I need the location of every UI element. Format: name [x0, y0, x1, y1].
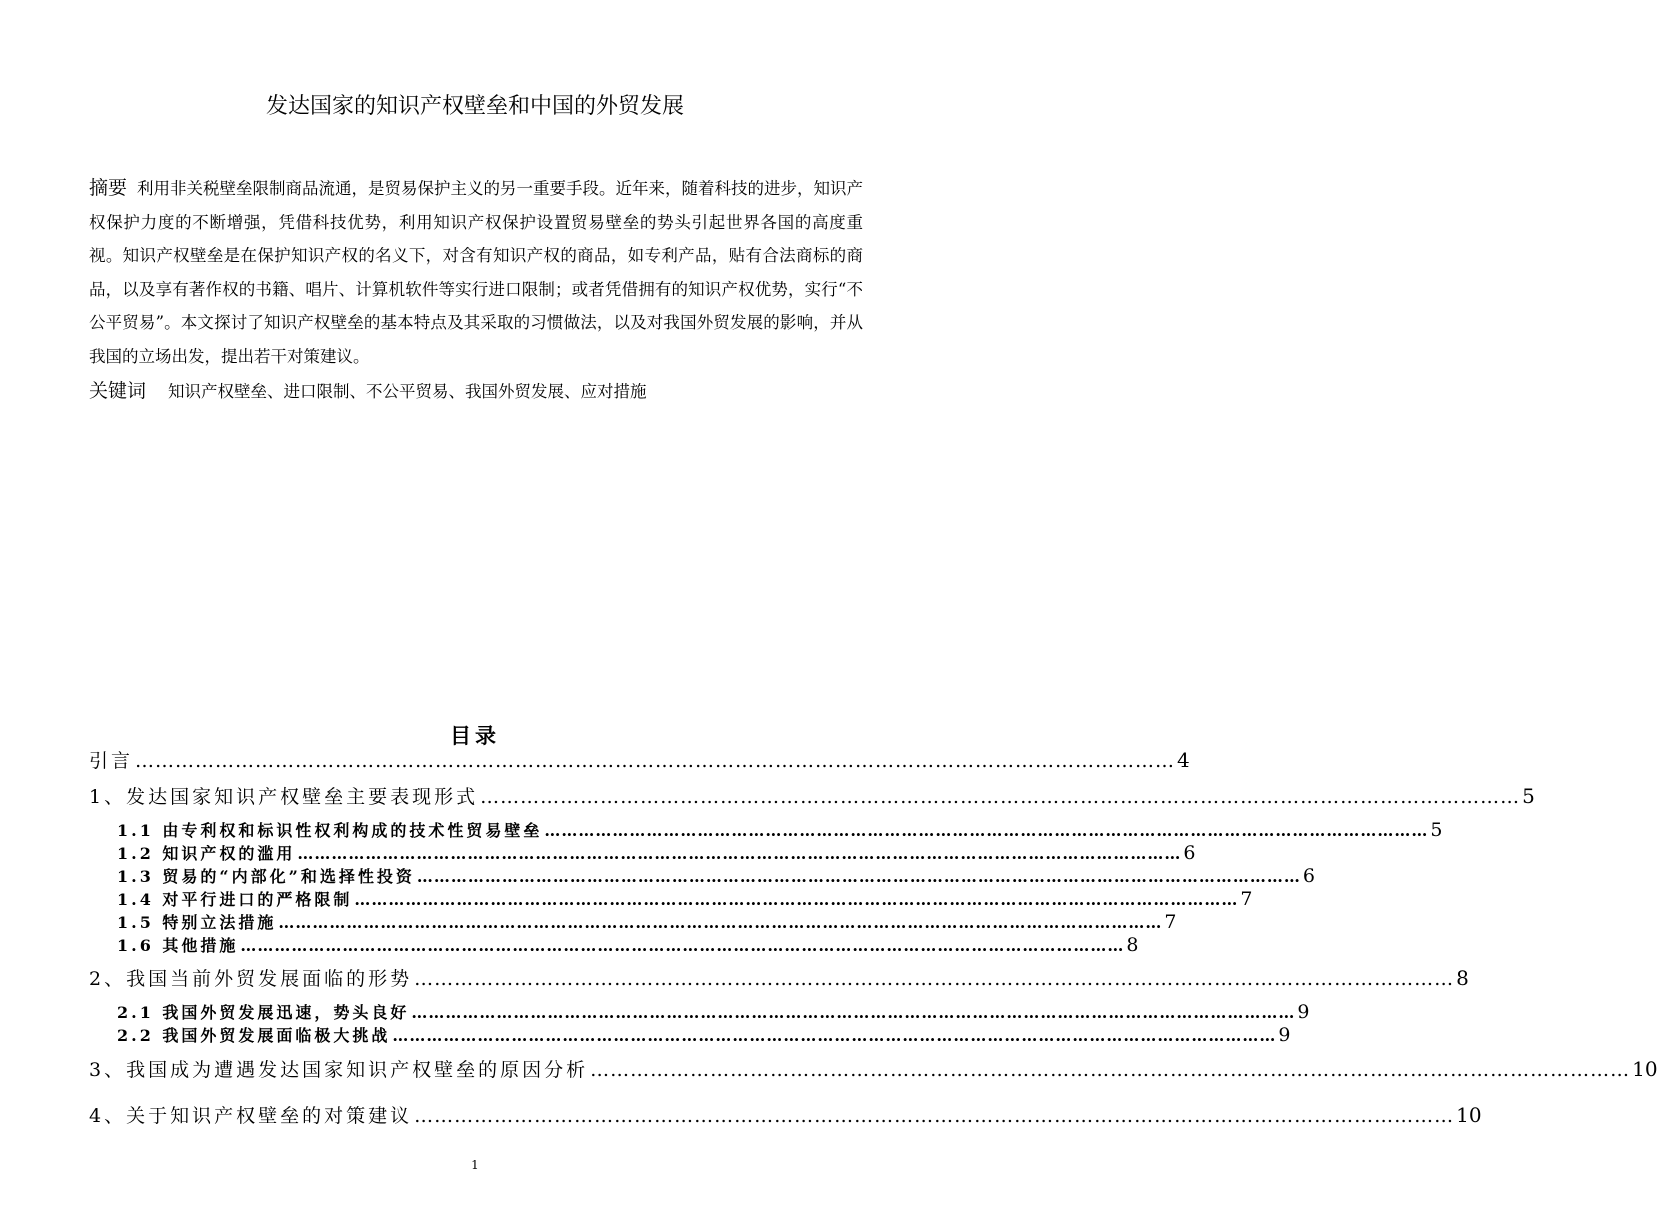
keywords-line: [89, 376, 863, 407]
keywords-label: 关键词: [89, 380, 147, 402]
toc-entry-section-1-5[interactable]: [117, 911, 1177, 933]
toc-entry-text: 3、我国成为遭遇发达国家知识产权壁垒的原因分析: [89, 1059, 589, 1081]
toc-leader-dots: …………………………………………………………………………………………………………………………………………: [416, 867, 1301, 886]
toc-leader-dots: …………………………………………………………………………………………………………………………………………: [480, 786, 1521, 808]
toc-page-number: 8: [1126, 934, 1139, 956]
toc-page-number: 8: [1456, 966, 1469, 990]
toc-entry-section-2-2[interactable]: [117, 1024, 1291, 1046]
toc-entry-section-4[interactable]: [89, 1101, 1482, 1129]
toc-entry-section-2[interactable]: [89, 964, 1469, 992]
toc-leader-dots: …………………………………………………………………………………………………………………………………………: [414, 968, 1455, 990]
toc-page-number: 4: [1177, 748, 1190, 772]
toc-leader-dots: …………………………………………………………………………………………………………………………………………: [392, 1026, 1277, 1045]
toc-entry-text: 4、关于知识产权壁垒的对策建议: [89, 1105, 413, 1127]
toc-page-number: 10: [1456, 1103, 1482, 1127]
toc-page-number: 7: [1164, 911, 1177, 933]
toc-entry-section-2-1[interactable]: [117, 1001, 1310, 1023]
toc-leader-dots: …………………………………………………………………………………………………………………………………………: [135, 750, 1176, 772]
toc-leader-dots: …………………………………………………………………………………………………………………………………………: [297, 844, 1182, 863]
abstract-label: 摘要: [89, 177, 128, 199]
toc-leader-dots: …………………………………………………………………………………………………………………………………………: [411, 1003, 1296, 1022]
toc-entry-section-1-1[interactable]: [117, 819, 1443, 841]
toc-entry-text: 1.3 贸易的“内部化”和选择性投资: [117, 867, 415, 886]
abstract-paragraph: [89, 172, 863, 373]
toc-leader-dots: …………………………………………………………………………………………………………………………………………: [354, 890, 1239, 909]
toc-leader-dots: …………………………………………………………………………………………………………………………………………: [278, 913, 1163, 932]
toc-entry-text: 1.5 特别立法措施: [117, 913, 277, 932]
toc-leader-dots: …………………………………………………………………………………………………………………………………………: [414, 1105, 1455, 1127]
toc-entry-section-1-3[interactable]: [117, 865, 1315, 887]
toc-leader-dots: …………………………………………………………………………………………………………………………………………: [240, 936, 1125, 955]
toc-entry-text: 1.4 对平行进口的严格限制: [117, 890, 353, 909]
toc-entry-section-1-4[interactable]: [117, 888, 1253, 910]
toc-entry-text: 2、我国当前外贸发展面临的形势: [89, 968, 413, 990]
toc-entry-introduction[interactable]: [89, 746, 1190, 774]
toc-leader-dots: …………………………………………………………………………………………………………………………………………: [590, 1059, 1631, 1081]
toc-entry-text: 2.2 我国外贸发展面临极大挑战: [117, 1026, 391, 1045]
toc-entry-text: 1.1 由专利权和标识性权利构成的技术性贸易壁垒: [117, 821, 543, 840]
toc-page-number: 7: [1240, 888, 1253, 910]
toc-page-number: 9: [1297, 1001, 1310, 1023]
toc-page-number: 6: [1302, 865, 1315, 887]
toc-entry-text: 1.6 其他措施: [117, 936, 239, 955]
toc-entry-text: 1.2 知识产权的滥用: [117, 844, 296, 863]
toc-page-number: 5: [1522, 784, 1535, 808]
keywords-text: 知识产权壁垒、进口限制、不公平贸易、我国外贸发展、应对措施: [168, 382, 647, 401]
toc-page-number: 6: [1183, 842, 1196, 864]
page-number: 1: [471, 1158, 479, 1172]
toc-entry-section-1[interactable]: [89, 782, 1535, 810]
toc-title: 目录: [450, 724, 500, 748]
toc-entry-section-1-2[interactable]: [117, 842, 1196, 864]
toc-page-number: 5: [1430, 819, 1443, 841]
toc-entry-section-1-6[interactable]: [117, 934, 1139, 956]
abstract-text: 利用非关税壁垒限制商品流通，是贸易保护主义的另一重要手段。近年来，随着科技的进步，知识产权保护力度的不断增强，凭借科技优势，利用知识产权保护设置贸易壁垒的势头引起世界各国的高度重视。知识产权壁垒是在保护知识产权的名义下，对含有知识产权的商品，如专利产品，贴有合法商标的商品，以及享有著作权的书籍、唱片、计算机软件等实行进口限制；或者凭借拥有的知识产权优势，实行“不公平贸易”。本文探讨了知识产权壁垒的基本特点及其采取的习惯做法，以及对我国外贸发展的影响，并从我国的立场出发，提出若干对策建议。: [89, 179, 864, 366]
toc-entry-section-3[interactable]: [89, 1055, 1658, 1083]
toc-entry-text: 引言: [89, 750, 134, 772]
toc-entry-text: 1、发达国家知识产权壁垒主要表现形式: [89, 786, 479, 808]
toc-page-number: 9: [1278, 1024, 1291, 1046]
toc-page-number: 10: [1632, 1057, 1658, 1081]
document-title: 发达国家的知识产权壁垒和中国的外贸发展: [265, 94, 684, 119]
toc-leader-dots: …………………………………………………………………………………………………………………………………………: [544, 821, 1429, 840]
toc-entry-text: 2.1 我国外贸发展迅速，势头良好: [117, 1003, 410, 1022]
